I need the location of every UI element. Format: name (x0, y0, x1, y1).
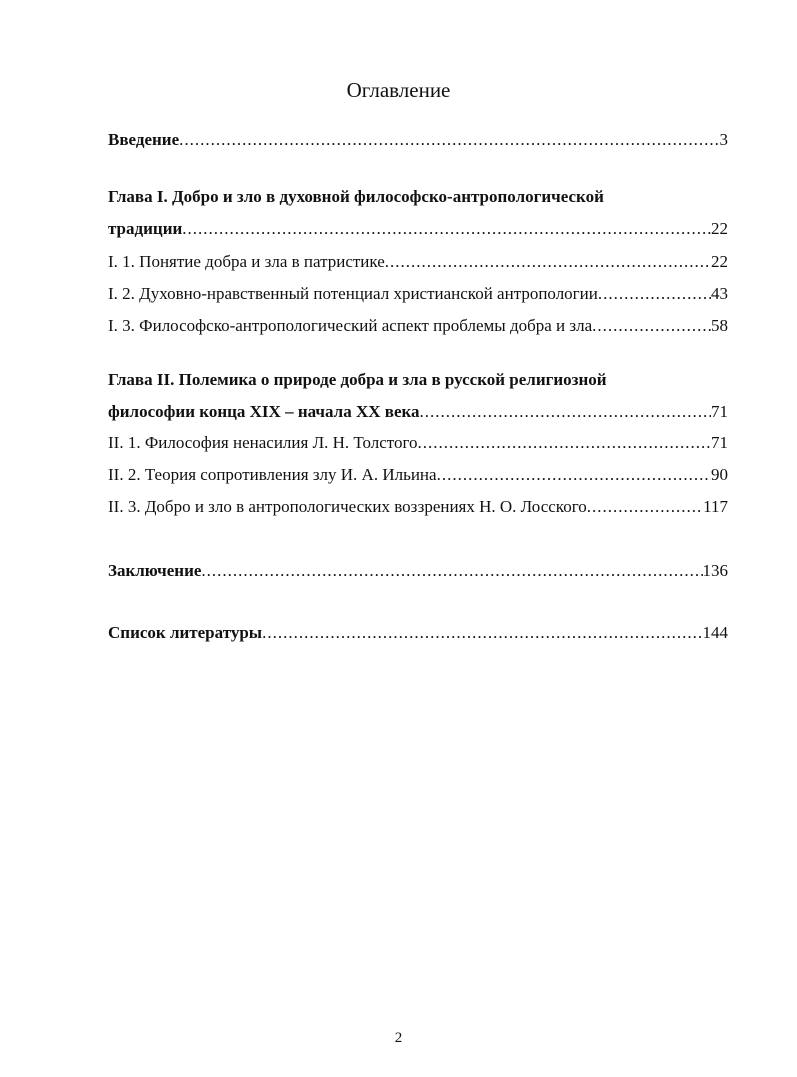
dot-leader (437, 464, 711, 486)
toc-section-2-2 (108, 464, 728, 486)
dot-leader (182, 218, 711, 240)
toc-chapter-2-heading (108, 369, 728, 391)
dot-leader (598, 283, 711, 305)
toc-entry-page: 22 (711, 252, 728, 271)
toc-entry-page: 90 (711, 465, 728, 484)
chapter-heading-line: традиции (108, 219, 183, 238)
toc-entry-page: 22 (711, 219, 728, 238)
toc-entry-label: I. 2. Духовно-нравственный потенциал христианской антропологии (108, 284, 598, 303)
toc-entry-label: II. 1. Философия ненасилия Л. Н. Толстого (108, 433, 418, 452)
toc-entry-page: 58 (711, 316, 728, 335)
chapter-heading-line: Глава II. Полемика о природе добра и зла в русской религиозной (108, 370, 607, 389)
toc-section-2-3 (108, 496, 728, 518)
chapter-heading-line: Глава I. Добро и зло в духовной философско-антропологической (108, 187, 604, 206)
page-number: 2 (394, 1030, 403, 1046)
dot-leader (420, 401, 711, 423)
toc-section-2-1 (108, 432, 728, 454)
dot-leader (179, 129, 719, 151)
toc-entry-page: 136 (702, 561, 728, 580)
dot-leader (385, 251, 711, 273)
dot-leader (592, 315, 711, 337)
toc-entry-page: 3 (719, 130, 728, 149)
toc-entry-page: 144 (702, 623, 728, 642)
toc-entry-label: Заключение (108, 561, 202, 580)
toc-entry-label: I. 1. Понятие добра и зла в патристике (108, 252, 385, 271)
toc-entry-page: 71 (711, 433, 728, 452)
toc-section-1-1 (108, 251, 728, 273)
toc-entry-bibliography (108, 622, 728, 644)
toc-chapter-2 (108, 401, 728, 423)
toc-entry-label: Введение (108, 130, 180, 149)
dot-leader (418, 432, 711, 454)
toc-section-1-2 (108, 283, 728, 305)
toc-entry-intro (108, 129, 728, 151)
toc-section-1-3 (108, 315, 728, 337)
dot-leader (262, 622, 702, 644)
chapter-heading-line: философии конца XIX – начала XX века (108, 402, 420, 421)
toc-entry-label: Список литературы (108, 623, 263, 642)
toc-entry-conclusion (108, 560, 728, 582)
dot-leader (201, 560, 702, 582)
dot-leader (587, 496, 703, 518)
toc-entry-page: 43 (711, 284, 728, 303)
toc-entry-page: 71 (711, 402, 728, 421)
toc-chapter-1 (108, 218, 728, 240)
toc-entry-page: 117 (703, 497, 728, 516)
toc-entry-label: I. 3. Философско-антропологический аспект проблемы добра и зла (108, 316, 593, 335)
toc-chapter-1-heading (108, 186, 728, 208)
page-title: Оглавление (346, 78, 451, 102)
toc-entry-label: II. 3. Добро и зло в антропологических воззрениях Н. О. Лосского (108, 497, 587, 516)
toc-entry-label: II. 2. Теория сопротивления злу И. А. Ильина (108, 465, 437, 484)
